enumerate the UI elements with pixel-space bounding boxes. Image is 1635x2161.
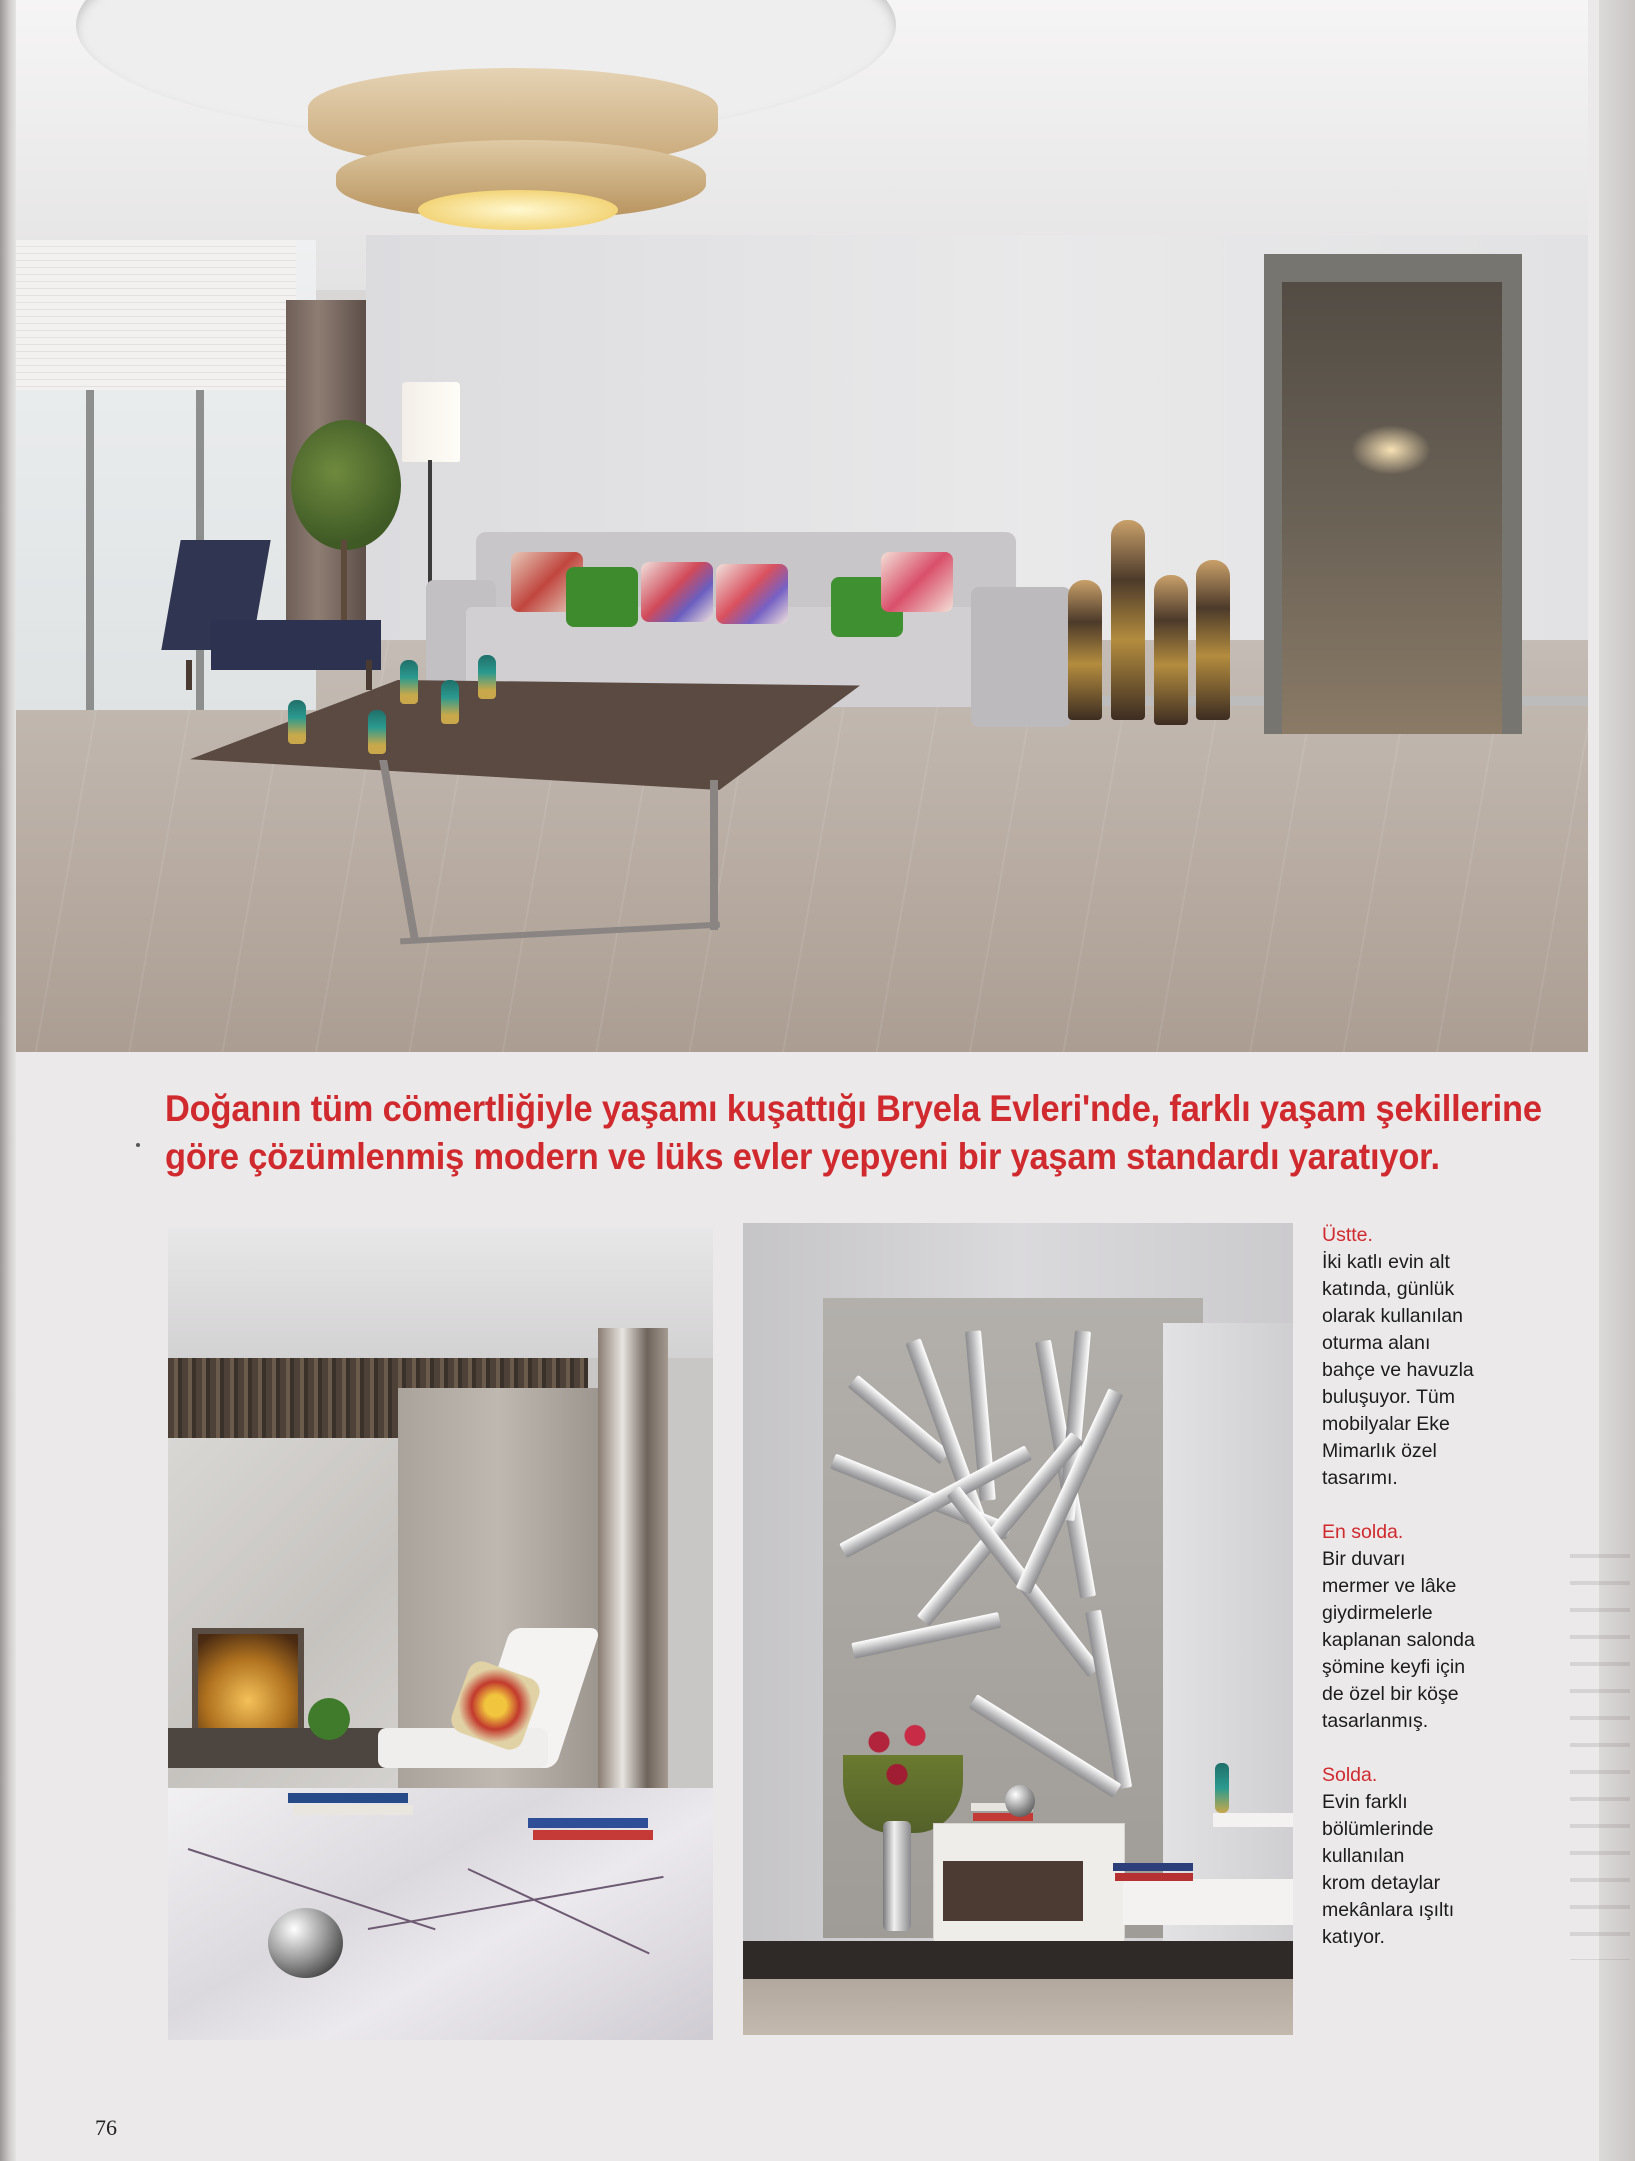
caption-line: tasarlanmış.: [1322, 1710, 1429, 1732]
bleed-through-text: [1570, 1540, 1630, 1960]
caption-line: de özel bir köşe: [1322, 1683, 1459, 1705]
cushion: [716, 564, 788, 624]
hearth: [168, 1728, 398, 1768]
sofa-arm: [971, 587, 1071, 727]
page-number: 76: [95, 2115, 117, 2140]
living-room-photo: [16, 0, 1588, 1052]
floor-lamp-shade: [402, 382, 460, 462]
dark-plinth: [743, 1941, 1293, 1981]
armchair: [171, 540, 381, 680]
buddha-statue: [1068, 580, 1102, 720]
caption-line: Evin farklı: [1322, 1791, 1408, 1813]
caption-line: kullanılan: [1322, 1845, 1405, 1867]
caption-line: tasarımı.: [1322, 1467, 1398, 1489]
binding-gutter: [0, 0, 16, 2161]
window-frame: [86, 390, 94, 710]
figurine: [400, 660, 418, 704]
cushion: [566, 567, 638, 627]
olive-tree: [291, 420, 401, 550]
caption-label: Solda.: [1322, 1764, 1378, 1786]
pendant-glow: [418, 190, 618, 230]
caption-line: katıyor.: [1322, 1926, 1385, 1948]
book: [533, 1830, 653, 1840]
headline: [165, 1085, 1542, 1181]
figurine: [441, 680, 459, 724]
caption-line: buluşuyor. Tüm: [1322, 1386, 1455, 1408]
chrome-panel-photo: [743, 1223, 1293, 2035]
chrome-sphere: [268, 1908, 343, 1978]
low-shelf: [1123, 1879, 1293, 1925]
cushion: [881, 552, 953, 612]
caption-left: [1322, 1762, 1492, 1951]
figurine: [1215, 1763, 1229, 1813]
topiary: [308, 1698, 350, 1740]
figurine: [478, 655, 496, 699]
side-wall: [1163, 1323, 1293, 1953]
caption-line: İki katlı evin alt: [1322, 1251, 1450, 1273]
walnut-drawer: [943, 1861, 1083, 1921]
lounge-chair: [378, 1628, 588, 1778]
wall-shelf: [1213, 1813, 1293, 1827]
caption-line: mekânlara ışıltı: [1322, 1899, 1455, 1921]
armchair-seat: [211, 620, 381, 670]
flower-arrangement: [843, 1703, 963, 1833]
fireplace-salon-photo: [168, 1228, 713, 2040]
buddha-statue: [1111, 520, 1145, 720]
adjacent-room: [1282, 282, 1502, 734]
buddha-statue: [1196, 560, 1230, 720]
caption-label: En solda.: [1322, 1521, 1404, 1543]
caption-line: mobilyalar Eke: [1322, 1413, 1450, 1435]
caption-line: Bir duvarı: [1322, 1548, 1406, 1570]
caption-line: şömine keyfi için: [1322, 1656, 1466, 1678]
roller-blind: [16, 240, 296, 390]
caption-line: olarak kullanılan: [1322, 1305, 1463, 1327]
book: [1113, 1863, 1193, 1871]
headline-line: göre çözümlenmiş modern ve lüks evler yepyeni bir yaşam standardı yaratıyor.: [165, 1136, 1440, 1177]
floor: [743, 1979, 1293, 2035]
caption-line: giydirmelerle: [1322, 1602, 1433, 1624]
buddha-statue: [1154, 575, 1188, 725]
figurine: [288, 700, 306, 744]
book: [528, 1818, 648, 1828]
cushion: [641, 562, 713, 622]
pendant-light-glow: [1351, 425, 1431, 475]
caption-line: oturma alanı: [1322, 1332, 1431, 1354]
caption-line: bahçe ve havuzla: [1322, 1359, 1474, 1381]
headline-line: Doğanın tüm cömertliğiyle yaşamı kuşattığı Bryela Evleri'nde, farklı yaşam şekillerine: [165, 1088, 1542, 1129]
caption-line: katında, günlük: [1322, 1278, 1455, 1300]
caption-line: Mimarlık özel: [1322, 1440, 1437, 1462]
book: [288, 1793, 408, 1803]
book: [293, 1805, 413, 1815]
photo-captions: [1322, 1222, 1492, 1978]
chrome-ornament: [1005, 1785, 1035, 1817]
caption-line: kaplanan salonda: [1322, 1629, 1475, 1651]
table-leg: [710, 780, 718, 930]
caption-label: Üstte.: [1322, 1224, 1373, 1246]
chrome-vase: [883, 1821, 911, 1931]
print-dot: [136, 1143, 140, 1147]
caption-above: [1322, 1222, 1492, 1492]
figurine: [368, 710, 386, 754]
caption-line: bölümlerinde: [1322, 1818, 1434, 1840]
fireplace: [192, 1628, 304, 1735]
book: [1115, 1873, 1193, 1881]
pendant-lamp: [308, 40, 718, 230]
caption-line: mermer ve lâke: [1322, 1575, 1457, 1597]
caption-line: krom detaylar: [1322, 1872, 1441, 1894]
caption-far-left: [1322, 1519, 1492, 1735]
